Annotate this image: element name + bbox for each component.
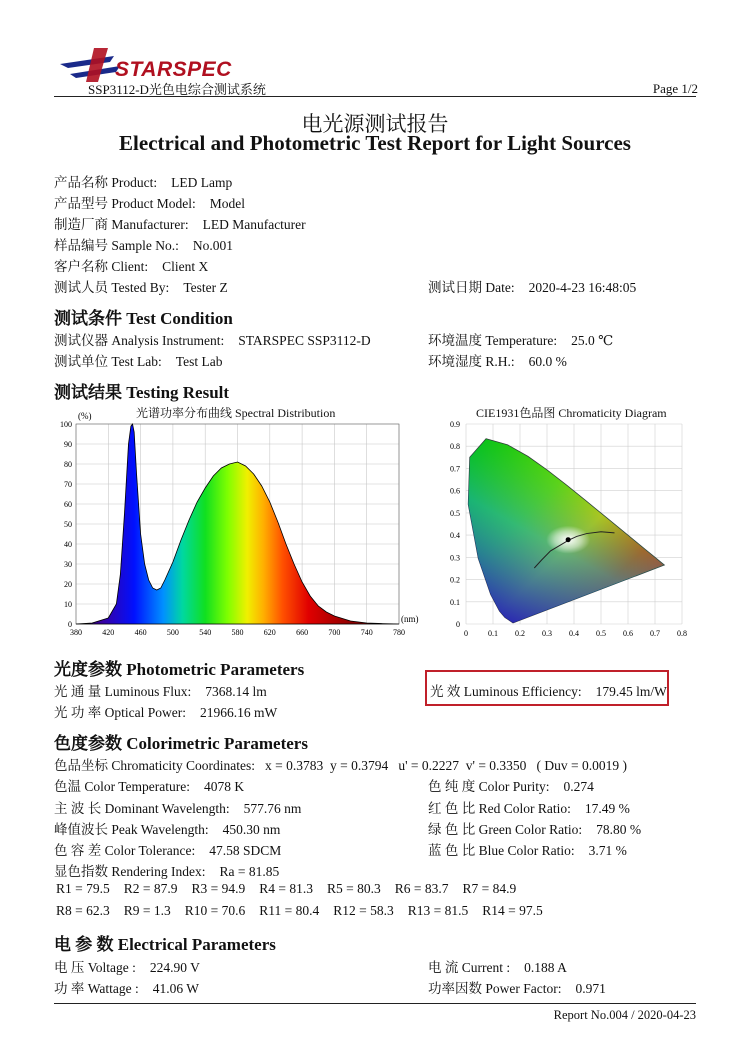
ri-value: R6 = 83.7 [394, 881, 449, 896]
footer-rule [54, 1003, 696, 1004]
spectral-x-tick-label: 700 [328, 628, 341, 637]
coords-row: 色品坐标 Chromaticity Coordinates: x = 0.3783 y = 0.3794 u' = 0.2227 v' = 0.3350 ( Duv = 0.0019 ) [54, 758, 628, 773]
cie-x-tick-label: 0.2 [515, 629, 525, 638]
spectral-y-tick-label: 0 [68, 620, 72, 629]
sample-row: 样品编号 Sample No.: No.001 [54, 238, 233, 253]
testing-result-heading: 测试结果 Testing Result [54, 383, 230, 402]
model-row: 产品型号 Product Model: Model [54, 196, 245, 211]
ri-value: R3 = 94.9 [191, 881, 246, 896]
cct-row: 色温 Color Temperature: 4078 K [54, 779, 245, 794]
flux-row: 光 通 量 Luminous Flux: 7368.14 lm [54, 684, 267, 699]
efficiency-row: 光 效 Luminous Efficiency: 179.45 lm/W [430, 684, 667, 699]
ri-value: R8 = 62.3 [56, 903, 110, 918]
cie-x-tick-label: 0.4 [569, 629, 579, 638]
cie-x-tick-label: 0 [464, 629, 468, 638]
instrument-row: 测试仪器 Analysis Instrument: STARSPEC SSP3112-D [54, 333, 371, 348]
spectral-y-tick-label: 30 [64, 560, 72, 569]
spectral-y-tick-label: 100 [60, 420, 72, 429]
spectral-x-tick-label: 740 [360, 628, 373, 637]
ri-value: R1 = 79.5 [56, 881, 110, 896]
cie-y-tick-label: 0.5 [450, 508, 460, 518]
cie-x-tick-label: 0.6 [623, 629, 633, 638]
wattage-row: 功 率 Wattage : 41.06 W [54, 981, 200, 996]
client-row: 客户名称 Client: Client X [54, 259, 209, 274]
spectral-x-tick-label: 780 [393, 628, 405, 637]
spectral-x-tick-label: 540 [199, 628, 212, 637]
ri-value: R2 = 87.9 [123, 881, 178, 896]
cie-y-tick-label: 0.7 [450, 464, 460, 474]
tester-row: 测试人员 Tested By: Tester Z [54, 280, 228, 295]
spectral-y-tick-label: 60 [64, 500, 72, 509]
ri-value: R14 = 97.5 [482, 903, 543, 918]
spectral-x-tick-label: 380 [70, 628, 82, 637]
cie-x-tick-label: 0.3 [542, 629, 552, 638]
electrical-heading: 电 参 数 Electrical Parameters [54, 935, 276, 954]
cie-x-tick-label: 0.5 [596, 629, 606, 638]
cri-row: 显色指数 Rendering Index: Ra = 81.85 [54, 864, 280, 879]
page-number: Page 1/2 [652, 81, 698, 96]
ri-value: R12 = 58.3 [333, 903, 394, 918]
spectral-y-tick-label: 50 [64, 520, 72, 529]
spectral-x-tick-label: 580 [231, 628, 244, 637]
cie-y-tick-label: 0.3 [450, 553, 460, 563]
spectral-x-tick-label: 500 [166, 628, 179, 637]
colorimetric-heading: 色度参数 Colorimetric Parameters [54, 734, 308, 753]
green-ratio-row: 绿 色 比 Green Color Ratio: 78.80 % [428, 822, 642, 837]
manufacturer-row: 制造厂商 Manufacturer: LED Manufacturer [54, 217, 306, 232]
cie-chart-title: CIE1931色品图 Chromaticity Diagram [476, 406, 667, 420]
spectral-y-tick-label: 40 [64, 540, 72, 549]
spectral-distribution-chart [46, 412, 424, 646]
report-title-en: Electrical and Photometric Test Report for Light Sources [119, 131, 631, 155]
spectral-y-unit: (%) [78, 412, 92, 421]
cie-x-tick-label: 0.7 [650, 629, 660, 638]
spectral-y-tick-label: 70 [64, 480, 72, 489]
ri-value: R13 = 81.5 [407, 903, 469, 918]
temperature-row: 环境温度 Temperature: 25.0 ℃ [428, 333, 614, 348]
cie-y-tick-label: 0.8 [450, 442, 460, 452]
cie-y-tick-label: 0.1 [450, 597, 460, 607]
cie1931-chromaticity-diagram [440, 412, 690, 644]
red-ratio-row: 红 色 比 Red Color Ratio: 17.49 % [428, 801, 630, 816]
measured-chromaticity-point [566, 537, 571, 542]
spectral-x-tick-label: 620 [263, 628, 276, 637]
report-number: Report No.004 / 2020-04-23 [553, 1008, 696, 1022]
peak-row: 峰值波长 Peak Wavelength: 450.30 nm [54, 822, 281, 837]
ri-value: R10 = 70.6 [184, 903, 246, 918]
ri-value: R7 = 84.9 [462, 881, 517, 896]
dominant-row: 主 波 长 Dominant Wavelength: 577.76 nm [54, 801, 302, 816]
product-row: 产品名称 Product: LED Lamp [54, 175, 233, 190]
cie-x-tick-label: 0.1 [488, 629, 498, 638]
current-row: 电 流 Current : 0.188 A [428, 960, 567, 975]
photometric-heading: 光度参数 Photometric Parameters [54, 660, 305, 679]
spectral-chart-title: 光谱功率分布曲线 Spectral Distribution [136, 406, 336, 420]
spectral-y-tick-label: 20 [64, 580, 72, 589]
purity-row: 色 纯 度 Color Purity: 0.274 [428, 779, 594, 794]
report-title-cn: 电光源测试报告 [301, 112, 449, 136]
lab-row: 测试单位 Test Lab: Test Lab [54, 354, 223, 369]
ri-value: R9 = 1.3 [123, 903, 171, 918]
rh-row: 环境湿度 R.H.: 60.0 % [428, 354, 567, 369]
system-name: SSP3112-D光色电综合测试系统 [88, 82, 266, 97]
ri-value: R11 = 80.4 [259, 903, 320, 918]
logo-text: STARSPEC [115, 58, 232, 81]
spectral-x-tick-label: 420 [102, 628, 115, 637]
voltage-row: 电 压 Voltage : 224.90 V [54, 960, 200, 975]
ri-row-1 [56, 881, 530, 897]
test-condition-heading: 测试条件 Test Condition [54, 309, 233, 328]
cie-y-tick-label: 0.2 [450, 575, 460, 585]
spectral-x-unit: (nm) [401, 614, 419, 624]
cie-y-tick-label: 0.6 [450, 486, 460, 496]
spectral-x-tick-label: 660 [296, 628, 309, 637]
power-factor-row: 功率因数 Power Factor: 0.971 [428, 981, 606, 996]
ri-value: R5 = 80.3 [327, 881, 381, 896]
header-rule [54, 96, 696, 97]
spectral-y-tick-label: 90 [64, 440, 72, 449]
blue-ratio-row: 蓝 色 比 Blue Color Ratio: 3.71 % [428, 843, 627, 858]
spectral-y-tick-label: 10 [64, 600, 72, 609]
cie-y-tick-label: 0.9 [450, 420, 460, 429]
ri-row-2 [56, 903, 557, 919]
tolerance-row: 色 容 差 Color Tolerance: 47.58 SDCM [54, 843, 282, 858]
ri-value: R4 = 81.3 [259, 881, 313, 896]
cie-y-tick-label: 0.4 [450, 531, 460, 541]
optical-power-row: 光 功 率 Optical Power: 21966.16 mW [54, 705, 278, 720]
date-row: 测试日期 Date: 2020-4-23 16:48:05 [428, 280, 637, 295]
spectral-x-tick-label: 460 [134, 628, 147, 637]
spectral-y-tick-label: 80 [64, 460, 72, 469]
cie-y-tick-label: 0 [456, 620, 460, 629]
cie-x-tick-label: 0.8 [677, 629, 687, 638]
